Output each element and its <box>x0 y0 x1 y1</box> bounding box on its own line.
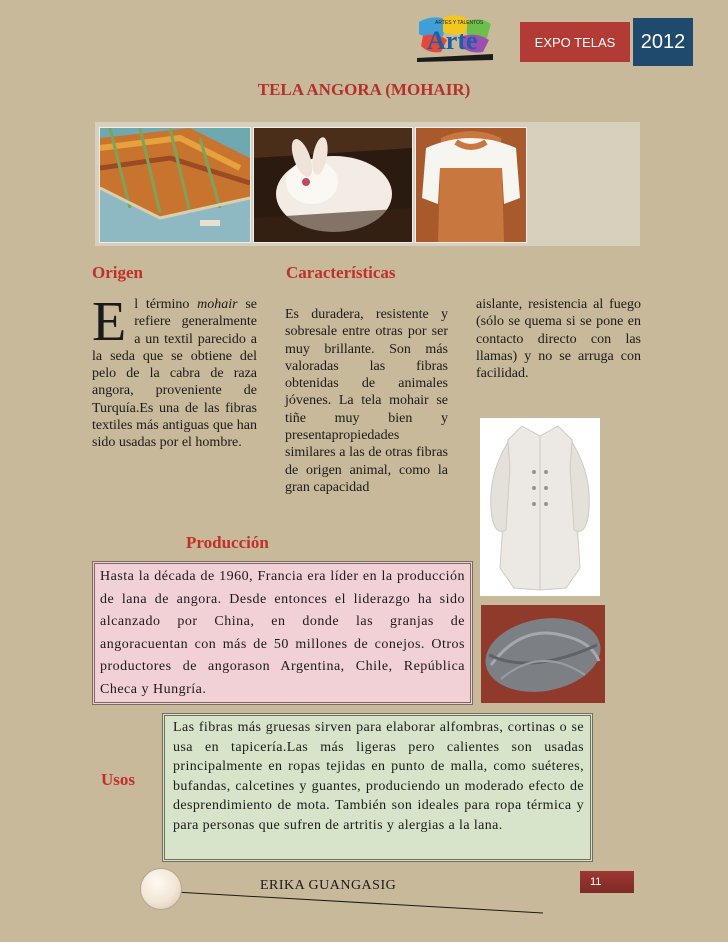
footer-ornament <box>140 868 182 910</box>
yarn-skein-photo <box>481 605 605 703</box>
origen-text-post: se refiere generalmente a un textil parecido a la seda que se obtiene del pelo de la cabra de raza angora, proveniente de Turquía.Es una de las fibras textiles más antiguas que han sido usadas por el hombre. <box>92 297 257 451</box>
produccion-box <box>92 561 473 705</box>
usos-heading: Usos <box>101 770 136 789</box>
logo-main-text: Arte <box>427 26 478 55</box>
produccion-heading: Producción <box>186 533 269 552</box>
caracteristicas-heading: Características <box>286 263 396 282</box>
origen-text-em: mohair <box>197 297 238 312</box>
usos-text: Las fibras más gruesas sirven para elaborar alfombras, cortinas o se usa en tapicería.Las más ligeras pero calientes son usadas principalmente en ropas tejidas en punto de malla, como suéteres, bufandas, calcetines y guantes, produciendo un moderado efecto de desprendimiento de mota. También son ideales para ropa térmica y para personas que sufren de artritis y alergias a la lana. <box>173 720 584 833</box>
arte-logo <box>413 14 497 64</box>
caracteristicas-text-col2: aislante, resistencia al fuego (sólo se quema si se pone en contacto directo con las llamas) y no se arruga con facilidad. <box>476 297 641 382</box>
expo-telas-label: EXPO TELAS <box>520 22 630 62</box>
logo-small-text: ARTES Y TALENTOS <box>435 20 484 26</box>
angora-rabbit-photo <box>253 127 413 243</box>
caracteristicas-text-col1: Es duradera, resistente y sobresale entre otras por ser muy brillante. Son más valoradas las fibras obtenidas de animales jóvenes. La tela mohair se tiñe muy bien y presentapropiedades similares a las de otras fibras de origen animal, como la gran capacidad <box>285 307 448 495</box>
origen-text <box>92 291 257 452</box>
origen-dropcap: E <box>92 291 127 353</box>
footer-author: ERIKA GUANGASIG <box>260 878 397 893</box>
white-coat-photo <box>480 418 600 596</box>
page-number: 11 <box>580 871 634 893</box>
origen-text-pre: l término <box>134 297 198 312</box>
page-title: TELA ANGORA (MOHAIR) <box>257 80 471 99</box>
scarf-photo <box>99 127 251 243</box>
year-label: 2012 <box>633 18 693 66</box>
origen-heading: Origen <box>92 263 143 282</box>
shrug-sweater-photo <box>415 127 527 243</box>
produccion-text: Hasta la década de 1960, Francia era líder en la producción de lana de angora. Desde entonces el liderazgo ha sido alcanzado por China, en donde las granjas de angoracuentan con más de 50 millones de conejos. Otros productores de angorason Argentina, Chile, República Checa y Hungría. <box>100 569 465 697</box>
usos-box <box>162 713 593 862</box>
